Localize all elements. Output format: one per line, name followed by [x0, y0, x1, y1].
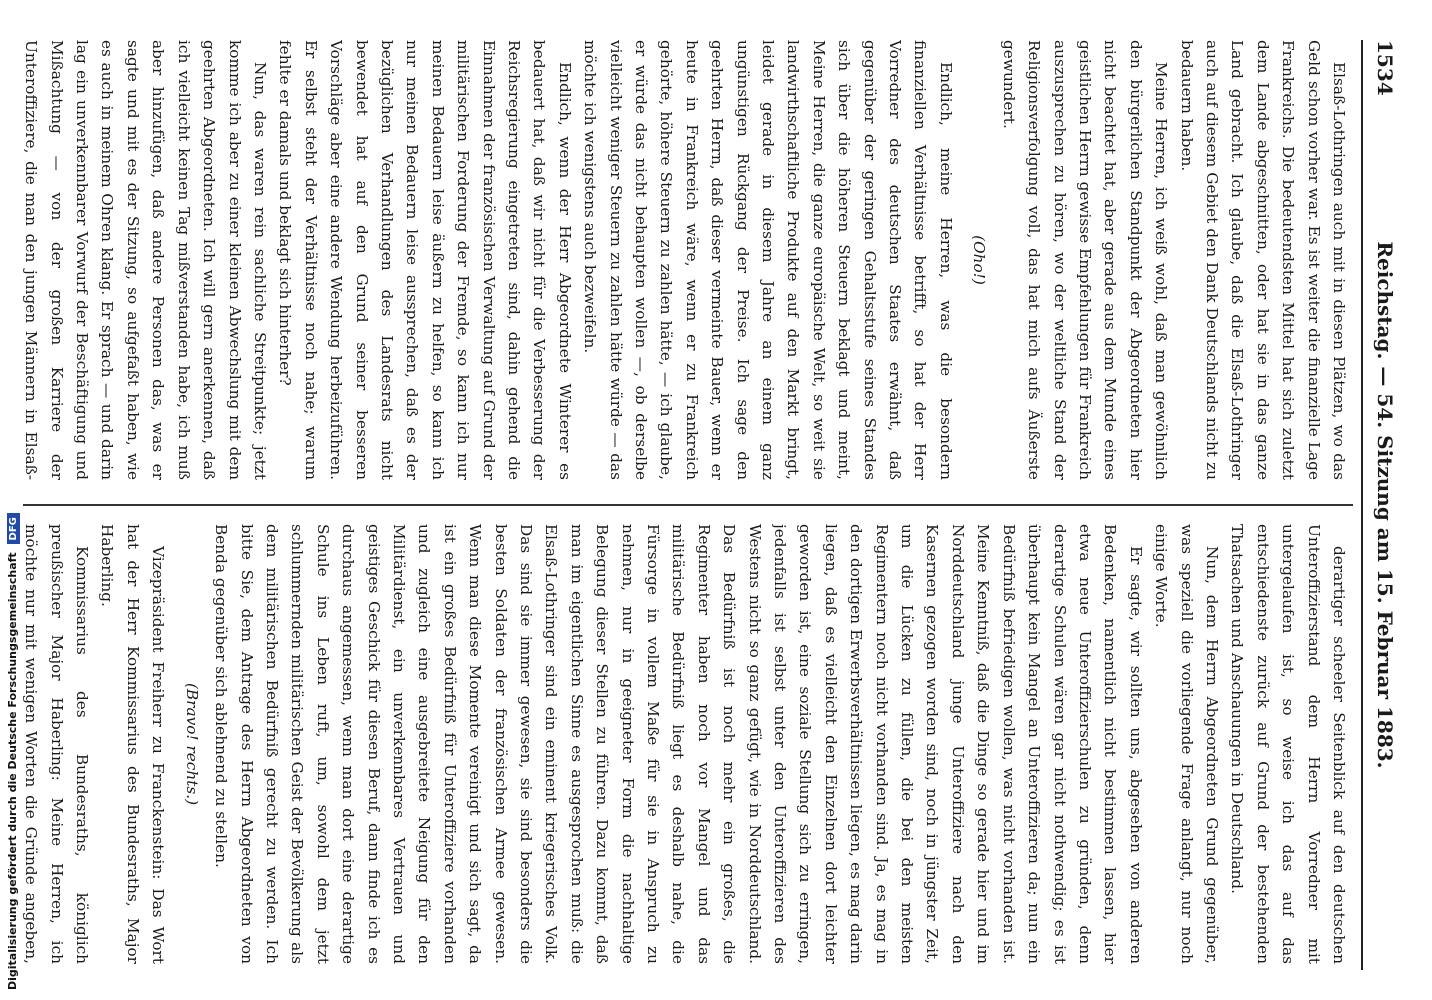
right-column	[21, 524, 1351, 964]
paragraph: Endlich, meine Herren, was die besondern finanziellen Verhältnisse betrifft, so hat der Herr Vorredner des deutschen Staates erwähnt, daß gegenüber der geringen Gehaltsstufe seines Standes sich über die höheren Steuern beklagt und meint, Meine Herren, die ganze europäische Welt, so weit sie landwirthschaftliche Produkte auf den Markt bringt, leidet gerade in diesem Jahre an einem ganz ungünstigen Rückgang der Preise. Ich sage den geehrten Herrn, daß dieser vermeinte Bauer, wenn er heute in Frankreich wäre, wenn er zu Frankreich gehörte, höhere Steuern zu zahlen hätte, — ich glaube, er würde das nicht behaupten wollen —, ob derselbe vielleicht weniger Steuern zu zahlen hätte würde — das möchte ich wenigstens auch bezweifeln.	[581, 40, 955, 480]
paragraph: Vizepräsident Freiherr zu Franckenstein: Das Wort hat der Herr Kommissarius des Bundesraths, Major Haberling.	[98, 524, 168, 964]
paragraph: Meine Herren, ich weiß wohl, daß man gewöhnlich den bürgerlichen Standpunkt der Abgeordneten hier nicht beachtet hat, aber gerade aus dem Munde eines geistlichen Herrn gewisse Empfehlungen für Frankreich auszusprechen zu hören, wo der weltliche Stand der Religionsverfolgung voll, das hat mich aufs Äußerste gewundert.	[999, 40, 1171, 480]
paragraph: Elsaß-Lothringen auch mit in diesen Plätzen, wo das Geld schon vorher war. Es ist weiter die finanzielle Lage Frankreichs. Die bedeutendsten Mittel hat sich zuletzt dem Lande abgeschnitten, oder hat sie in das ganze Land gebracht. Ich glaube, daß die Elsaß-Lothringer auch auf diesem Gebiet den Dank Deutschlands nicht zu bedauern haben.	[1177, 40, 1348, 480]
dfg-logo: DFG	[7, 513, 20, 544]
footer-text: Digitalisierung gefördert durch die Deutsche Forschungsgemeinschaft	[6, 552, 19, 990]
page-header	[1361, 40, 1403, 970]
paragraph: derartiger scheeler Seitenblick auf den deutschen Unteroffizierstand dem Herrn Vorredner mit untergelaufen ist, so weise ich das auf das entschiedenste zurück auf Grund der bestehenden Thatsachen und Anschauungen in Deutschland.	[1228, 524, 1348, 964]
page-title: Reichstag. — 54. Sitzung am 15. Februar 1883.	[1373, 241, 1397, 769]
interjection: (Oho!)	[970, 235, 989, 285]
footer-credit	[6, 517, 24, 990]
page-number: 1534	[1373, 40, 1397, 96]
paragraph: Nun, das waren rein sachliche Streitpunkte; jetzt komme ich aber zu einer kleinen Abwechslung mit dem geehrten Abgeordneten. Ich will gern anerkennen, daß ich vielleicht keinen Tag mißverstanden habe, ich muß aber hinzufügen, daß andere Personen das, was er sagte und mit es der Sitzung, so aufgefaßt haben, wie es auch in meinem Ohren klang. Er sprach — und darin lag ein unverkennbarer Vorwurf der Beschäftigung und Mißachtung — von der großen Karriere der Unteroffiziere, die man den jungen Männern in Elsaß-	[22, 40, 269, 480]
paragraph: Kommissarius des Bundesraths, königlich preußischer Major Haberling: Meine Herren, ich möchte nur mit wenigen Worten die Gründe angeben,	[22, 524, 92, 964]
left-column	[21, 40, 1351, 480]
interjection: (Bravo! rechts.)	[182, 682, 201, 806]
column-divider	[23, 504, 1353, 506]
paragraph: Er sagte, wir sollten uns, abgesehen von anderen Bedenken, namentlich nicht bestimmen lassen, hier etwa neue Unteroffizierschulen zu gründen, denn derartige Schulen wären gar nicht nothwendig; es ist überhaupt kein Mangel an Unteroffizieren da; nun ein Bedürfniß befriedigen wollen, was nicht vorhanden ist. Meine Kenntniß, daß die Dinge so gerade hier und im Norddeutschland junge Unteroffiziere nach den Kasernen gezogen worden sind, noch in jüngster Zeit, um die Lücken zu füllen, die bei den meisten Regimentern noch nicht vorhanden sind. Ja, es mag in den dortigen Erwerbsverhältnissen liegen, es mag darin liegen, daß es vielleicht den Einzelnen dort leichter geworden ist, eine soziale Stellung sich zu erringen, jedenfalls ist selbst unter den Unteroffizieren des Westens nicht so ganz gefügt, wie in Norddeutschland. Das Bedürfniß ist noch mehr ein großes, die Regimenter haben noch vor Mangel und das militärische Bedürfniß liegt es deshalb nahe, die Fürsorge in vollem Maße für sie in Anspruch zu nehmen, nur in geeigneter Form die nachhaltige Belegung dieser Stellen zu führen. Dazu kommt, daß man im eigentlichen Sinne es ausgesprochen muß: die Elsaß-Lothringer sind ein eminent kriegerisches Volk. Das sind sie immer gewesen, sie sind besonders die besten Soldaten der französischen Armee gewesen. Wenn man diese Momente vereinigt und sich sagt, da ist ein großes Bedürfniß für Unteroffiziere vorhanden und zugleich eine ausgebreitete Neigung für den Militärdienst, ein unverkennbares Vertrauen und geistiges Geschick für diesen Beruf, dann finde ich es durchaus angemessen, wenn man dort eine derartige Schule ins Leben ruft, um, sowohl dem jetzt schlummernden militärischen Geist der Bevölkerung als dem militärischen Bedürfniß gerecht zu werden. Ich bitte Sie, dem Antrage des Herrn Abgeordneten von Benda gegenüber sich ablehnend zu stellen.	[212, 524, 1145, 964]
paragraph: Nun, dem Herrn Abgeordneten Grund gegenüber, was speziell die vorliegende Frage anlangt, nur noch einige Worte.	[1152, 524, 1221, 964]
paragraph: Endlich, wenn der Herr Abgeordnete Winterer es bedauert hat, daß wir nicht für die Verbesserung der Reichsregierung eingetreten sind, dahin gehend die Einnahmen der französischen Verwaltung auf Grund der militärischen Forderung der Fremde, so kann ich nur meinen Bedauern leise äußern zu helfen, so kann ich nur meinen Bedauern leise aussprechen, daß es der bezüglichen Verhandlungen des Landesrats nicht bewendet hat auf den Grund seiner besseren Vorschläge aber eine andere Wendung herbeizuführen. Er selbst steht der Verhältnisse noch nahe; warum fehlte er damals und beklagt sich hinterher?	[276, 40, 574, 480]
